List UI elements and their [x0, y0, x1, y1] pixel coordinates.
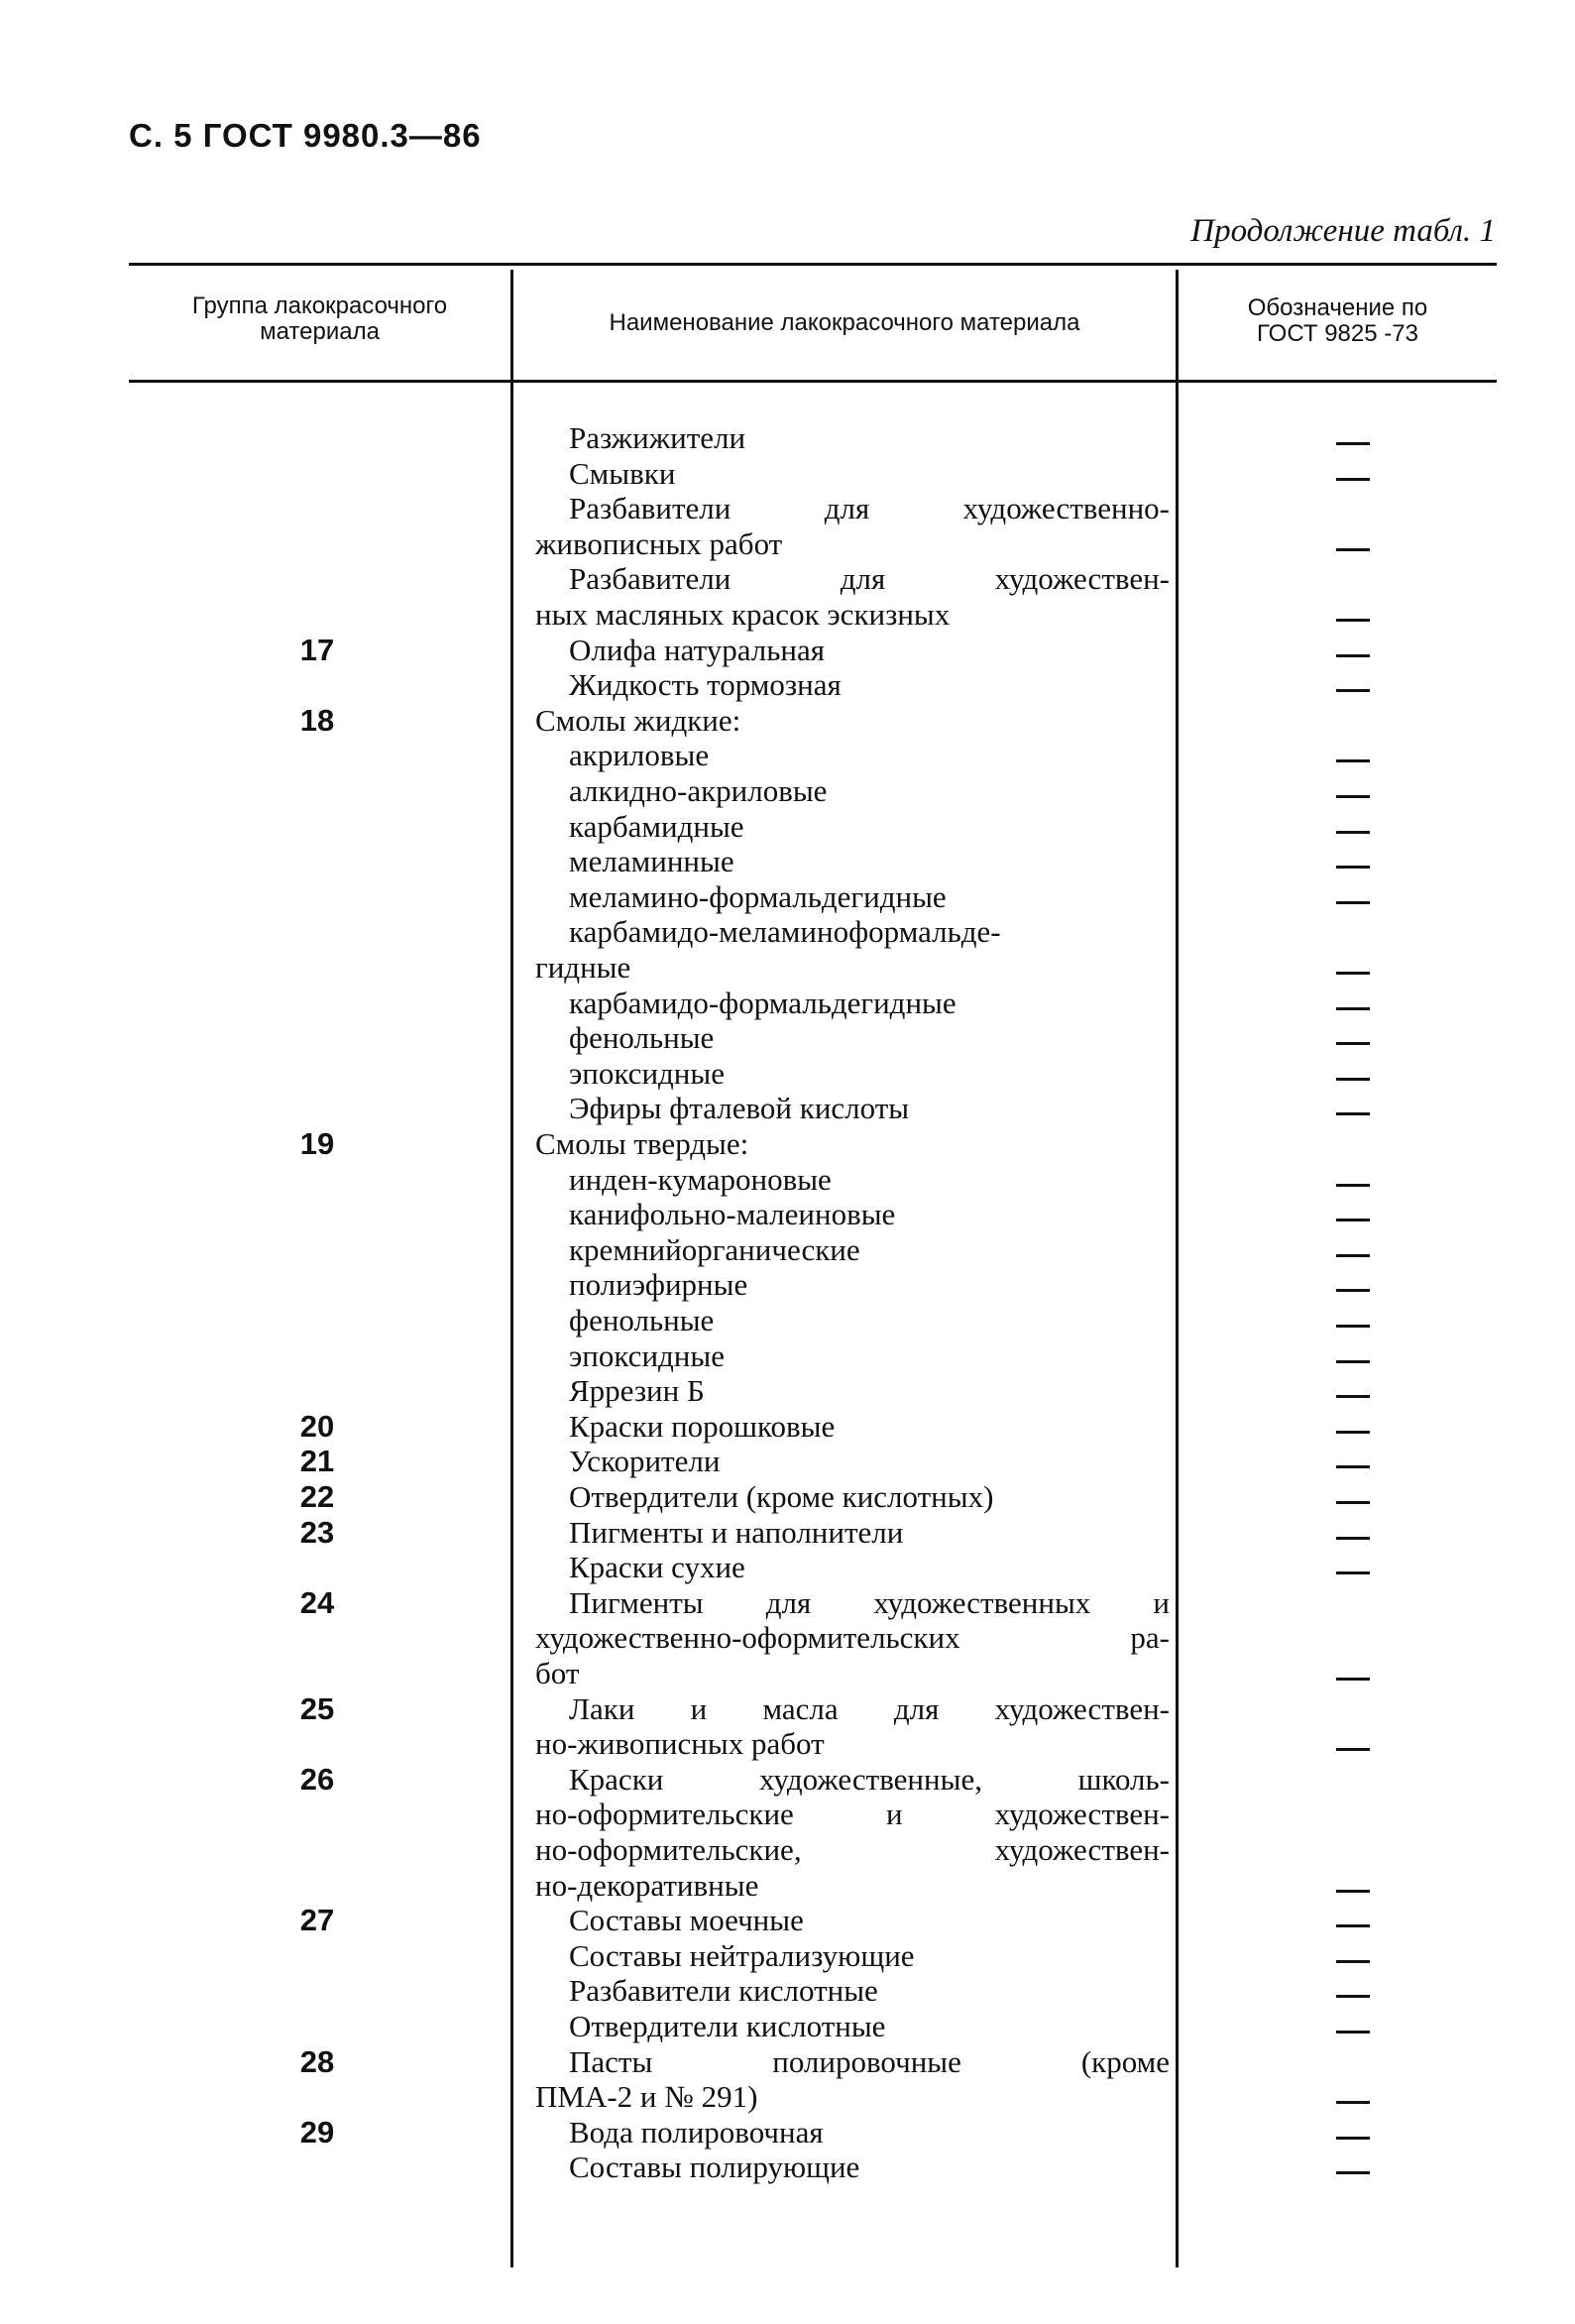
table-row [0, 2009, 1575, 2044]
material-name: карбамидные [569, 808, 744, 844]
designation-dash [1336, 1042, 1370, 1045]
designation-dash [1336, 548, 1370, 551]
material-name: Краски сухие [569, 1550, 745, 1585]
designation-dash [1336, 1395, 1370, 1398]
group-number: 22 [299, 1479, 335, 1514]
designation-dash [1336, 1431, 1370, 1434]
table-row [0, 986, 1575, 1021]
table-row [0, 561, 1575, 597]
group-number: 27 [299, 1903, 335, 1938]
material-name: Разбавители для художествен- [569, 561, 1170, 597]
material-name: Краски художественные, школь- [569, 1761, 1170, 1797]
group-number: 17 [299, 632, 335, 667]
designation-dash [1336, 1325, 1370, 1328]
column-header-designation: Обозначение по ГОСТ 9825 -73 [1247, 294, 1428, 347]
table-row [0, 2044, 1575, 2080]
table-row [0, 1232, 1575, 1268]
material-name: художественно-оформительских ра- [535, 1620, 1170, 1656]
material-name: гидные [535, 950, 631, 985]
table-row [0, 420, 1575, 456]
table-row [0, 950, 1575, 986]
designation-dash [1336, 2171, 1370, 2174]
designation-dash [1336, 1360, 1370, 1363]
designation-dash [1336, 1995, 1370, 1998]
material-name: бот [535, 1656, 580, 1690]
material-name: Олифа натуральная [569, 632, 825, 667]
designation-dash [1336, 2031, 1370, 2034]
material-name: Разбавители кислотные [569, 1973, 878, 2009]
table-row [0, 1620, 1575, 1656]
material-name: Разжижители [569, 420, 746, 455]
material-name: ных масляных красок эскизных [535, 597, 951, 632]
table-row [0, 773, 1575, 809]
designation-dash [1336, 654, 1370, 657]
designation-dash [1336, 1924, 1370, 1927]
designation-dash [1336, 831, 1370, 834]
designation-dash [1336, 1007, 1370, 1010]
table-row [0, 1515, 1575, 1551]
table-row [0, 1797, 1575, 1832]
material-name: Вода полировочная [569, 2114, 824, 2150]
table-row [0, 809, 1575, 845]
material-name: акриловые [569, 738, 710, 773]
designation-dash [1336, 1219, 1370, 1221]
table-row [0, 844, 1575, 879]
material-name: Отвердители (кроме кислотных) [569, 1479, 994, 1514]
table-row [0, 1267, 1575, 1303]
column-header-name: Наименование лакокрасочного материала [609, 309, 1080, 336]
designation-dash [1336, 1184, 1370, 1187]
material-name: фенольные [569, 1303, 715, 1337]
material-name: Составы полирующие [569, 2150, 860, 2185]
table-row [0, 2150, 1575, 2185]
material-name: но-декоративные [535, 1867, 759, 1903]
material-name: фенольные [569, 1020, 715, 1056]
table-row [0, 1020, 1575, 1056]
material-name: кремнийорганические [569, 1231, 860, 1267]
material-name: Смывки [569, 455, 676, 491]
table-row [0, 1762, 1575, 1798]
material-name: карбамидо-меламиноформальде- [569, 914, 1001, 950]
table-row [0, 1550, 1575, 1585]
designation-dash [1336, 1537, 1370, 1540]
table-row [0, 879, 1575, 915]
material-name: Краски порошковые [569, 1408, 836, 1444]
table-row [0, 1832, 1575, 1868]
table-row [0, 2079, 1575, 2115]
designation-dash [1336, 1678, 1370, 1681]
page-header: С. 5 ГОСТ 9980.3—86 [129, 117, 482, 154]
material-name: меламино-формальдегидные [569, 878, 947, 914]
designation-dash [1336, 619, 1370, 622]
designation-dash [1336, 1571, 1370, 1574]
table-row [0, 1938, 1575, 1974]
material-name: Пигменты и наполнители [569, 1514, 904, 1550]
table-row [0, 1691, 1575, 1727]
designation-dash [1336, 866, 1370, 869]
group-number: 23 [299, 1514, 335, 1550]
designation-dash [1336, 478, 1370, 481]
table-row [0, 1973, 1575, 2009]
material-name: алкидно-акриловые [569, 773, 828, 808]
group-number: 18 [299, 702, 335, 738]
designation-dash [1336, 2101, 1370, 2104]
material-name: канифольно-малеиновые [569, 1197, 896, 1232]
material-name: живописных работ [535, 525, 783, 561]
table-row [0, 1056, 1575, 1092]
group-number: 29 [299, 2114, 335, 2150]
material-name: Составы нейтрализующие [569, 1937, 915, 1973]
table-row [0, 1903, 1575, 1938]
designation-dash [1336, 901, 1370, 904]
designation-dash [1336, 1960, 1370, 1963]
table-row [0, 1373, 1575, 1409]
table-row [0, 1091, 1575, 1126]
table-row [0, 1479, 1575, 1515]
material-name: но-живописных работ [535, 1726, 825, 1762]
designation-dash [1336, 1112, 1370, 1115]
designation-dash [1336, 689, 1370, 692]
table-row [0, 1585, 1575, 1621]
group-number: 24 [299, 1584, 335, 1620]
group-number: 28 [299, 2043, 335, 2079]
designation-dash [1336, 1748, 1370, 1751]
group-number: 26 [299, 1761, 335, 1797]
material-name: но-оформительские, художествен- [535, 1832, 1170, 1867]
table-row [0, 1868, 1575, 1904]
table-row [0, 1409, 1575, 1445]
table-row [0, 526, 1575, 562]
group-number: 19 [299, 1126, 335, 1161]
table-row [0, 1197, 1575, 1232]
table-row [0, 1338, 1575, 1374]
table-row [0, 738, 1575, 773]
designation-dash [1336, 1078, 1370, 1081]
designation-dash [1336, 1289, 1370, 1292]
designation-dash [1336, 1501, 1370, 1504]
designation-dash [1336, 1465, 1370, 1468]
table-row [0, 1162, 1575, 1198]
table-row [0, 667, 1575, 703]
group-number: 20 [299, 1408, 335, 1444]
column-header-group: Группа лакокрасочного материала [191, 292, 448, 345]
designation-dash [1336, 2137, 1370, 2140]
designation-dash [1336, 442, 1370, 445]
material-name: Пасты полировочные (кроме [569, 2043, 1170, 2079]
material-name: ПМА-2 и № 291) [535, 2079, 758, 2115]
material-name: Отвердители кислотные [569, 2009, 886, 2043]
table-row [0, 1726, 1575, 1762]
designation-dash [1336, 1890, 1370, 1893]
table-continuation-note: Продолжение табл. 1 [1190, 213, 1496, 249]
designation-dash [1336, 759, 1370, 762]
table-row [0, 1444, 1575, 1479]
designation-dash [1336, 972, 1370, 975]
table-row [0, 1303, 1575, 1338]
table-row [0, 703, 1575, 739]
table-row [0, 456, 1575, 492]
material-name: Пигменты для художественных и [569, 1584, 1170, 1620]
designation-dash [1336, 1254, 1370, 1257]
material-name: Составы моечные [569, 1903, 804, 1938]
table-row [0, 2115, 1575, 2150]
table-row [0, 1656, 1575, 1691]
material-name: Смолы жидкие: [535, 702, 741, 738]
table-row [0, 491, 1575, 526]
table-row [0, 597, 1575, 633]
table-row [0, 914, 1575, 950]
table-row [0, 1126, 1575, 1162]
material-name: Смолы твердые: [535, 1126, 749, 1161]
group-number: 21 [299, 1444, 335, 1479]
material-name: Яррезин Б [569, 1373, 705, 1409]
material-name: инден-кумароновые [569, 1161, 832, 1197]
material-name: полиэфирные [569, 1267, 748, 1303]
material-name: Ускорители [569, 1444, 721, 1479]
group-number: 25 [299, 1690, 335, 1726]
material-name: Эфиры фталевой кислоты [569, 1091, 910, 1126]
header-bottom-rule [129, 380, 1497, 383]
designation-dash [1336, 795, 1370, 798]
material-name: Жидкость тормозная [569, 667, 842, 703]
material-name: но-оформительские и художествен- [535, 1797, 1170, 1832]
material-name: эпоксидные [569, 1337, 725, 1373]
table-row [0, 633, 1575, 668]
material-name: карбамидо-формальдегидные [569, 985, 956, 1020]
material-name: Разбавители для художественно- [569, 491, 1170, 526]
material-name: меламинные [569, 844, 734, 879]
table-top-rule [129, 263, 1497, 266]
material-name: Лаки и масла для художествен- [569, 1690, 1170, 1726]
material-name: эпоксидные [569, 1055, 725, 1091]
